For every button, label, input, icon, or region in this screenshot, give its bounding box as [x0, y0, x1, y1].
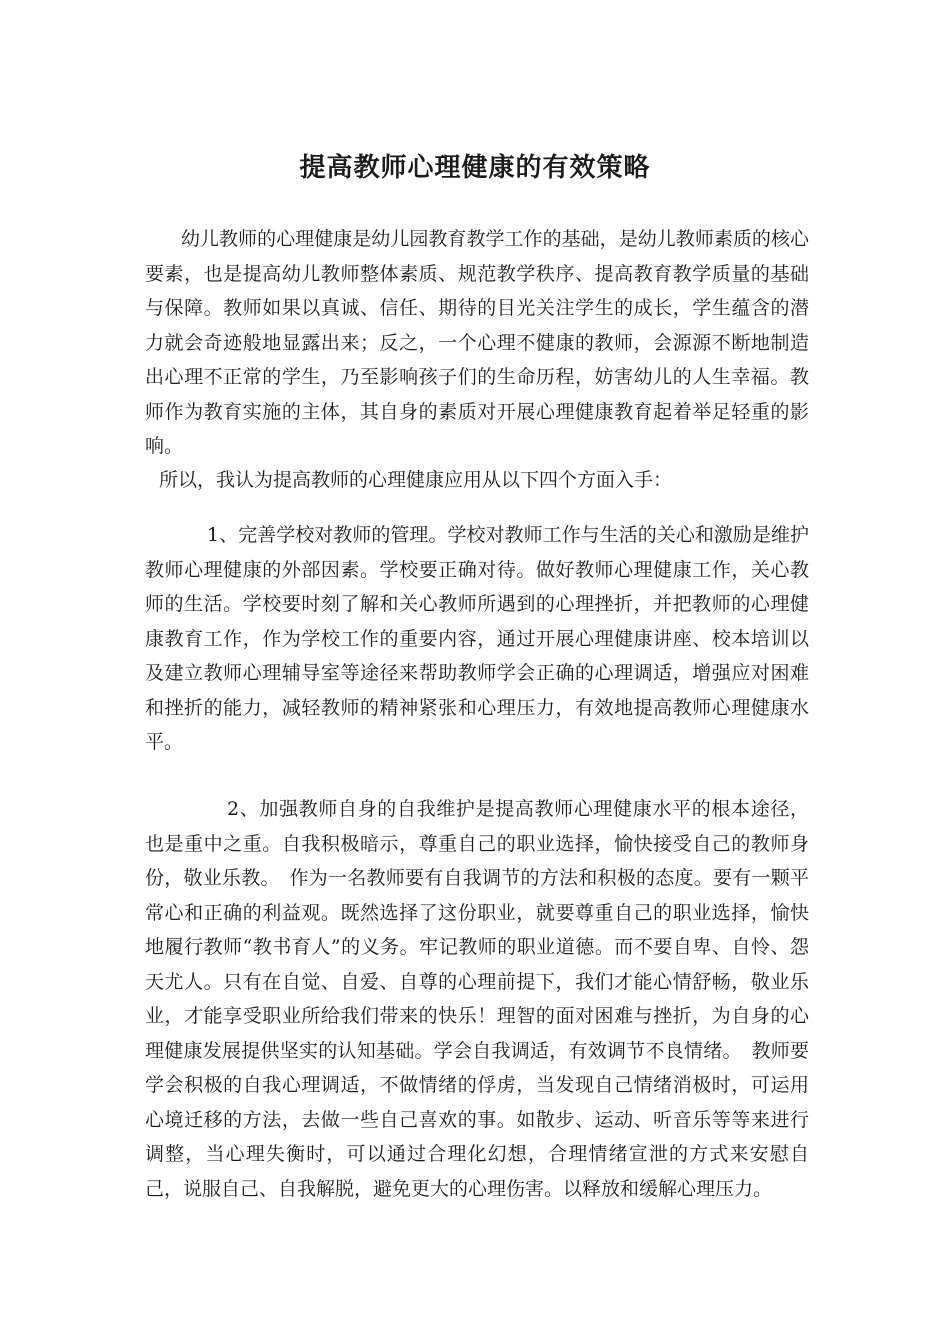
- document-title: 提高教师心理健康的有效策略: [299, 153, 651, 184]
- paragraph-point-1: 1、完善学校对教师的管理。学校对教师工作与生活的关心和激励是维护教师心理健康的外部因素。学校要正确对待。做好教师心理健康工作，关心教师的生活。学校要时刻了解和关心教师所遇到的心理挫折，并把教师的心理健康教育工作，作为学校工作的重要内容，通过开展心理健康讲座、校本培训以及建立教师心理辅导室等途径来帮助教师学会正确的心理调适，增强应对困难和挫折的能力，减轻教师的精神紧张和心理压力，有效地提高教师心理健康水平。: [145, 524, 809, 753]
- paragraph-transition: 所以，我认为提高教师的心理健康应用从以下四个方面入手：: [159, 469, 673, 491]
- paragraph-point-2: 2、加强教师自身的自我维护是提高教师心理健康水平的根本途径，也是重中之重。自我积极暗示，尊重自己的职业选择，愉快接受自己的教师身份，敬业乐教。 作为一名教师要有自我调节的方法和积极的态度。要有一颗平常心和正确的利益观。既然选择了这份职业，就要尊重自己的职业选择，愉快地履行教师“教书育人”的义务。牢记教师的职业道德。而不要自卑、自怜、怨天尤人。只有在自觉、自爱、自尊的心理前提下，我们才能心情舒畅，敬业乐业，才能享受职业所给我们带来的快乐！理智的面对困难与挫折，为自身的心理健康发展提供坚实的认知基础。学会自我调适，有效调节不良情绪。 教师要学会积极的自我心理调适，不做情绪的俘虏，当发现自己情绪消极时，可运用心境迁移的方法，去做一些自己喜欢的事。如散步、运动、听音乐等等来进行调整，当心理失衡时，可以通过合理化幻想，合理情绪宣泄的方式来安慰自己，说服自己、自我解脱，避免更大的心理伤害。以释放和缓解心理压力。: [145, 798, 809, 1200]
- paragraph-intro: 幼儿教师的心理健康是幼儿园教育教学工作的基础，是幼儿教师素质的核心要素，也是提高幼儿教师整体素质、规范教学秩序、提高教育教学质量的基础与保障。教师如果以真诚、信任、期待的目光关注学生的成长，学生蕴含的潜力就会奇迹般地显露出来；反之，一个心理不健康的教师，会源源不断地制造出心理不正常的学生，乃至影响孩子们的生命历程，妨害幼儿的人生幸福。教师作为教育实施的主体，其自身的素质对开展心理健康教育起着举足轻重的影响。: [145, 228, 809, 457]
